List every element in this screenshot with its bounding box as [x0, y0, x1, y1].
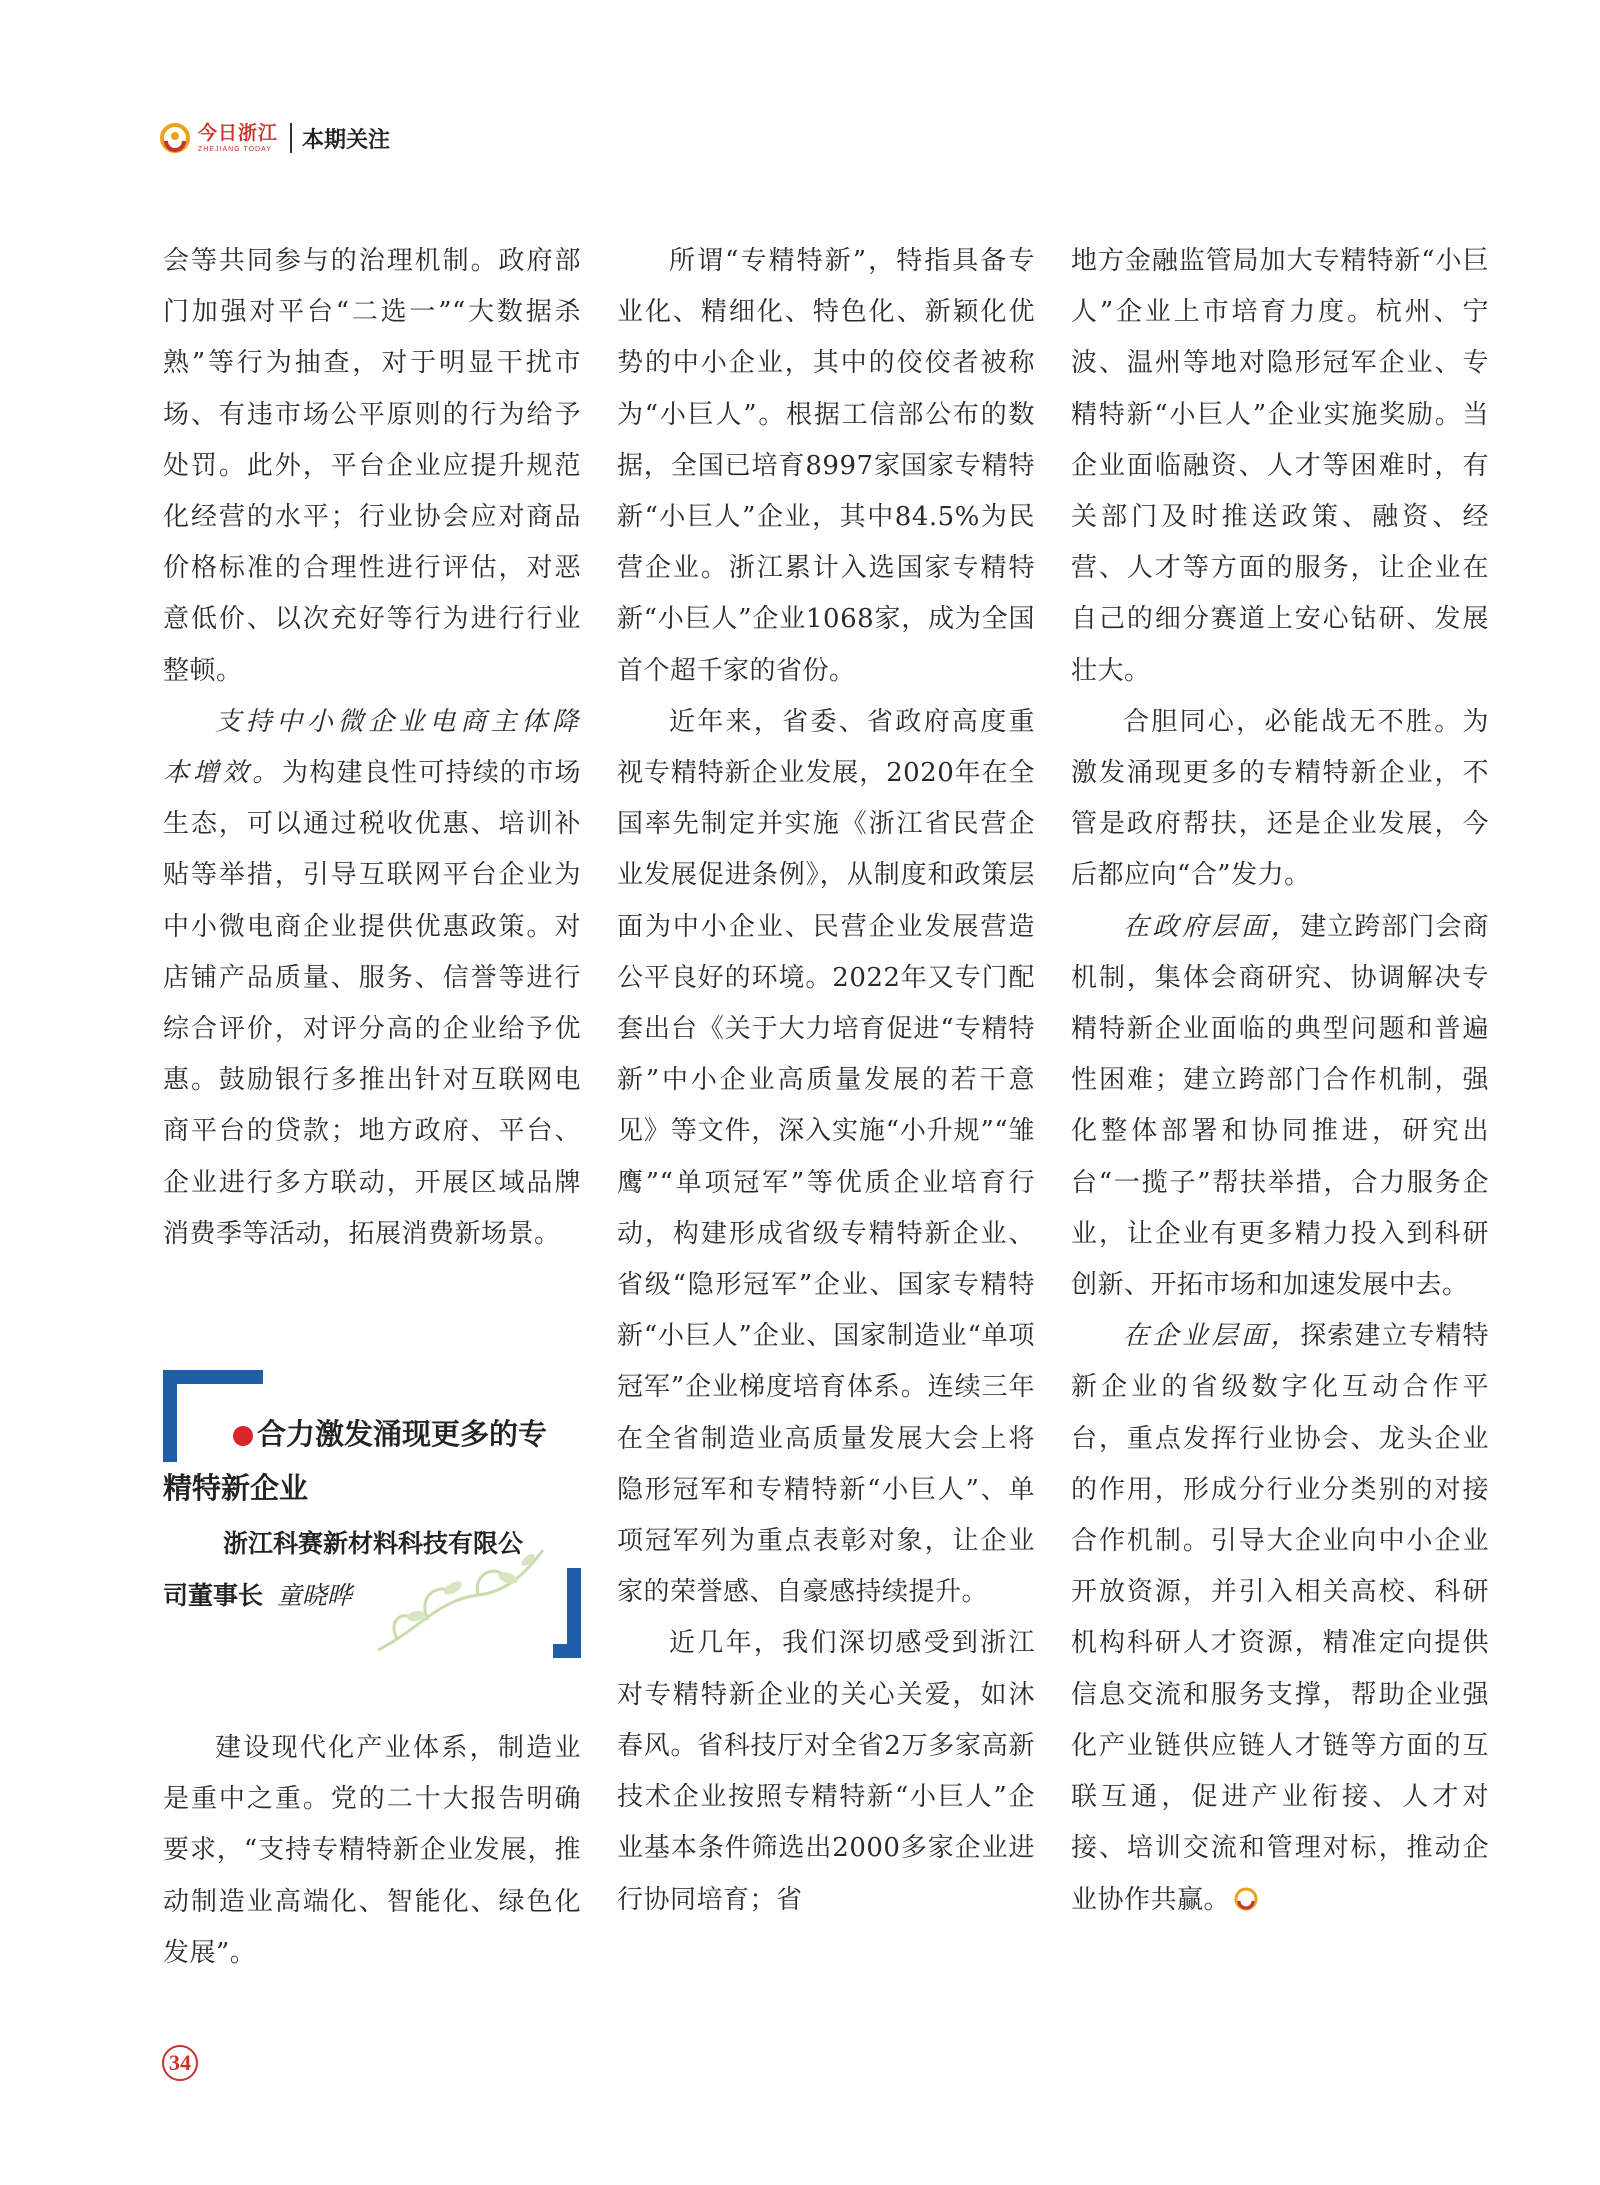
section-title: 本期关注 [302, 126, 391, 152]
paragraph [163, 697, 581, 1260]
paragraph-lead: 支持中小微企业电商主体降本增效。 [163, 706, 581, 789]
author-name: 童晓晔 [276, 1581, 352, 1610]
article-column-1-continued [163, 1723, 581, 1979]
logo-wordmark [198, 121, 279, 153]
paragraph-body: 为构建良性可持续的市场生态，可以通过税收优惠、培训补贴等举措，引导互联网平台企业为中小微电商企业提供优惠政策。对店铺产品质量、服务、信誉等进行综合评价，对评分高的企业给予优惠。鼓励银行多推出针对互联网电商平台的贷款；地方政府、平台、企业进行多方联动，开展区域品牌消费季等活动，拓展消费新场景。 [163, 758, 581, 1249]
paragraph: 建设现代化产业体系，制造业是重中之重。党的二十大报告明确要求，“支持专精特新企业发展，推动制造业高端化、智能化、绿色化发展”。 [163, 1733, 581, 1968]
subheading-title [163, 1408, 581, 1516]
paragraph-lead: 在政府层面， [1123, 911, 1301, 942]
logo-chinese: 今日浙江 [198, 121, 279, 144]
author-org-line1: 浙江科赛新材料科技有限公 [223, 1530, 524, 1558]
paragraph: 会等共同参与的治理机制。政府部门加强对平台“二选一”“大数据杀熟”等行为抽查，对于明显干扰市场、有违市场公平原则的行为给予处罚。此外，平台企业应提升规范化经营的水平；行业协会应对商品价格标准的合理性进行评估，对恶意低价、以次充好等行为进行行业整顿。 [163, 246, 581, 686]
zhejiang-today-logo-icon [160, 123, 190, 153]
subheading-title-line2: 精特新企业 [163, 1473, 309, 1505]
magazine-header [160, 118, 390, 158]
paragraph [1071, 902, 1489, 1312]
paragraph: 合胆同心，必能战无不胜。为激发涌现更多的专精特新企业，不管是政府帮扶，还是企业发展，今后都应向“合”发力。 [1071, 706, 1489, 891]
article-column-3 [1071, 236, 1489, 1926]
paragraph: 近年来，省委、省政府高度重视专精特新企业发展，2020年在全国率先制定并实施《浙江省民营企业发展促进条例》，从制度和政策层面为中小企业、民营企业发展营造公平良好的环境。2022年又专门配套出台《关于大力培育促进“专精特新”中小企业高质量发展的若干意见》等文件，深入实施“小升规”“雏鹰”“单项冠军”等优质企业培育行动，构建形成省级专精特新企业、省级“隐形冠军”企业、国家专精特新“小巨人”企业、国家制造业“单项冠军”企业梯度培育体系。连续三年在全省制造业高质量发展大会上将隐形冠军和专精特新“小巨人”、单项冠军列为重点表彰对象，让企业家的荣誉感、自豪感持续提升。 [617, 706, 1035, 1608]
author-org-line2: 司董事长 [163, 1582, 264, 1610]
paragraph: 地方金融监管局加大专精特新“小巨人”企业上市培育力度。杭州、宁波、温州等地对隐形冠军企业、专精特新“小巨人”企业实施奖励。当企业面临融资、人才等困难时，有关部门及时推送政策、融资、经营、人才等方面的服务，让企业在自己的细分赛道上安心钻研、发展壮大。 [1071, 246, 1489, 686]
article-column-1 [163, 236, 581, 1260]
paragraph-body: 探索建立专精特新企业的省级数字化互动合作平台，重点发挥行业协会、龙头企业的作用，形成分行业分类别的对接合作机制。引导大企业向中小企业开放资源，并引入相关高校、科研机构科研人才资源，精准定向提供信息交流和服务支撑，帮助企业强化产业链供应链人才链等方面的互联互通，促进产业衔接、人才对接、培训交流和管理对标，推动企业协作共赢。 [1071, 1321, 1489, 1915]
paragraph-body: 建立跨部门会商机制，集体会商研究、协调解决专精特新企业面临的典型问题和普遍性困难；建立跨部门合作机制，强化整体部署和协同推进，研究出台“一揽子”帮扶举措，合力服务企业，让企业有更多精力投入到科研创新、开拓市场和加速发展中去。 [1071, 911, 1489, 1301]
paragraph [1071, 1311, 1489, 1925]
paragraph-lead: 在企业层面， [1123, 1321, 1301, 1352]
end-mark-icon [1234, 1887, 1258, 1911]
subheading-box [163, 1370, 581, 1658]
header-divider [290, 123, 292, 153]
paragraph: 所谓“专精特新”，特指具备专业化、精细化、特色化、新颖化优势的中小企业，其中的佼佼者被称为“小巨人”。根据工信部公布的数据，全国已培育8997家国家专精特新“小巨人”企业，其中84.5%为民营企业。浙江累计入选国家专精特新“小巨人”企业1068家，成为全国首个超千家的省份。 [617, 246, 1035, 686]
subheading-title-line1: 合力激发涌现更多的专 [257, 1419, 548, 1451]
page-number: 34 [162, 2045, 198, 2081]
paragraph: 近几年，我们深切感受到浙江对专精特新企业的关心关爱，如沐春风。省科技厅对全省2万多家高新技术企业按照专精特新“小巨人”企业基本条件筛选出2000多家企业进行协同培育；省 [617, 1628, 1035, 1915]
article-column-2 [617, 236, 1035, 1926]
red-dot-icon [233, 1426, 253, 1446]
author-byline [163, 1518, 581, 1622]
logo-english: ZHEJIANG TODAY [198, 145, 272, 153]
